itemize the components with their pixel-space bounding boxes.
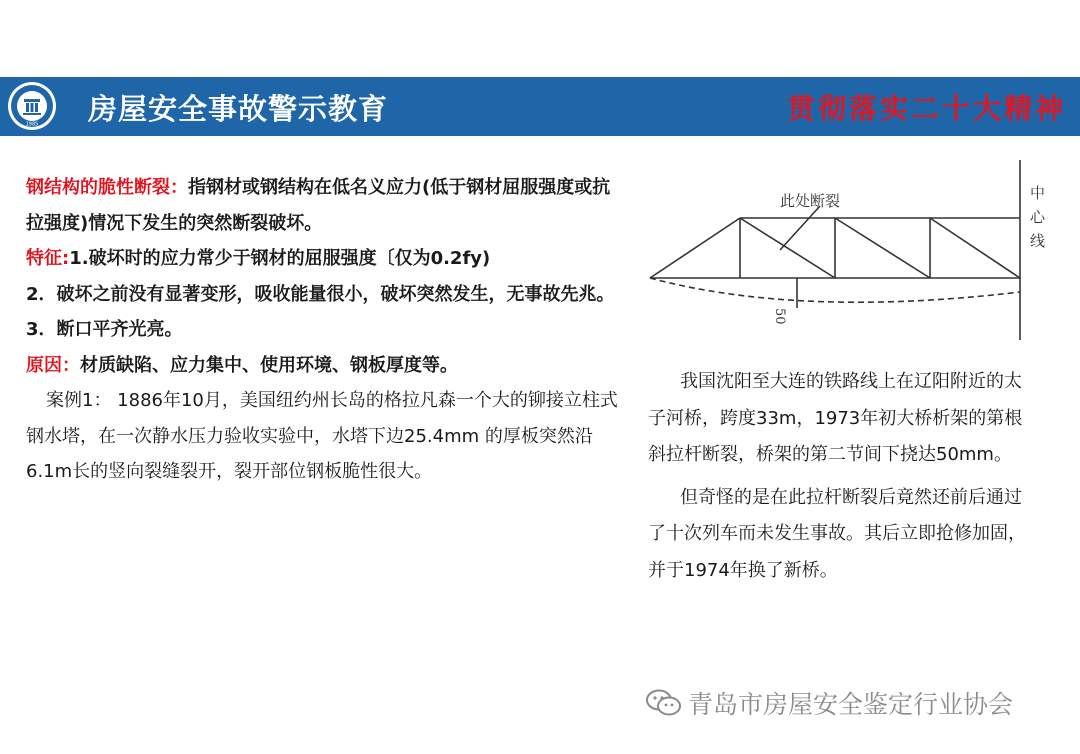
case1-paragraph: 案例1： 1886年10月，美国纽约州长岛的格拉凡森一个大的铆接立柱式钢水塔，在一次静水压力验收实验中，水塔下边25.4mm 的厚板突然沿6.1m长的竖向裂缝裂开，裂开部位钢板脆性很大。: [26, 390, 618, 482]
wechat-icon: [646, 689, 682, 723]
centerline-label-1: 中: [1030, 184, 1046, 202]
cause-text: 材质缺陷、应力集中、使用环境、钢板厚度等。: [80, 354, 458, 376]
header-slogan: 贯彻落实二十大精神: [786, 92, 1066, 125]
footer-watermark: [646, 685, 1013, 723]
break-point-label: 此处断裂: [780, 192, 841, 210]
footer-text: 青岛市房屋安全鉴定行业协会: [688, 690, 1014, 719]
association-seal-logo: [6, 80, 58, 132]
page-title: 房屋安全事故警示教育: [88, 92, 389, 126]
definition-paragraph: [26, 170, 626, 241]
feature-paragraph: [26, 241, 626, 277]
centerline-label-2: 心: [1030, 208, 1046, 226]
left-text-column: [26, 170, 626, 490]
right-text-column: [648, 364, 1038, 589]
definition-label: 钢结构的脆性断裂：: [26, 177, 188, 198]
bridge-paragraph-2: 但奇怪的是在此拉杆断裂后竟然还前后通过了十次列车而未发生事故。其后立即抢修加固，并于1974年换了新桥。: [648, 486, 1026, 581]
feature-label: 特征:: [26, 248, 70, 269]
cause-paragraph: [26, 348, 626, 384]
truss-diagram: [640, 150, 1060, 350]
definition-text: 指钢材或钢结构在低名义应力(低于钢材屈服强度或抗拉强度)情况下发生的突然断裂破坏。: [26, 177, 611, 234]
bridge-paragraph-1: 我国沈阳至大连的铁路线上在辽阳附近的太子河桥，跨度33m，1973年初大桥析架的第根斜拉杆断裂，桥架的第二节间下挠达50mm。: [648, 371, 1023, 465]
cause-label: 原因：: [26, 354, 80, 376]
svg-text:1985: 1985: [25, 121, 39, 128]
header-bar: [0, 77, 1080, 136]
feature-text-2: 2．破坏之前没有显著变形，吸收能量很小，破坏突然发生，无事故先兆。3．断口平齐光亮。: [26, 283, 615, 340]
deflection-label: 50: [772, 308, 787, 325]
centerline-label-3: 线: [1030, 232, 1046, 250]
feature-text-1: 1.破坏时的应力常少于钢材的屈服强度〔仅为0.2fy): [69, 248, 491, 269]
